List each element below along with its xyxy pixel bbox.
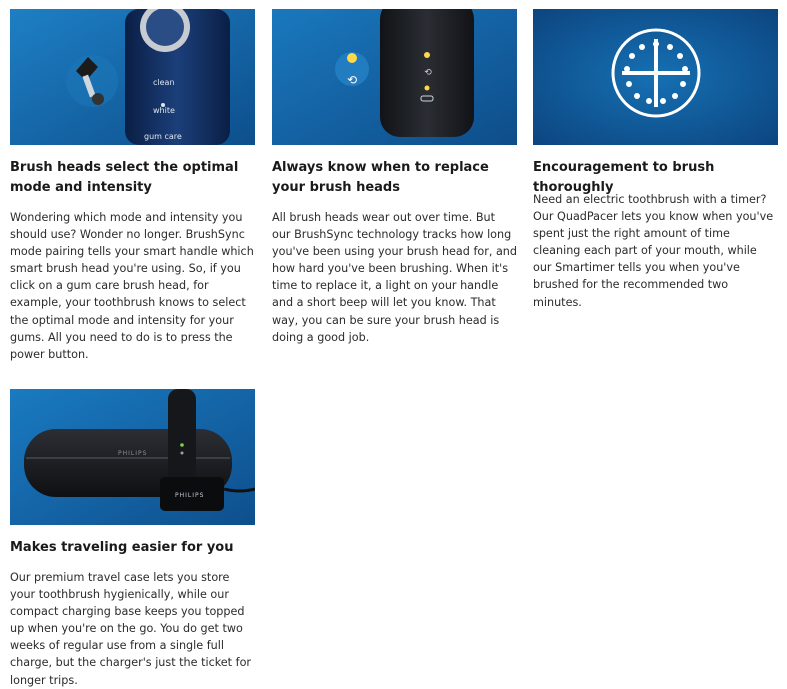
svg-text:⟲: ⟲ (346, 73, 358, 87)
svg-text:⟲: ⟲ (424, 68, 432, 78)
white-label: white (153, 106, 175, 115)
case-brand-label: PHILIPS (118, 450, 148, 457)
gum-care-label: gum care (144, 132, 182, 141)
travel-case-illustration (10, 389, 255, 525)
quadpacer-image (533, 9, 778, 145)
feature-title: Brush heads select the optimal mode and intensity (10, 160, 239, 195)
feature-card-travel (10, 389, 255, 687)
feature-title: Makes traveling easier for you (10, 540, 234, 555)
replace-reminder-illustration (272, 9, 517, 145)
quadpacer-icon (613, 30, 699, 116)
feature-card-brush-thoroughly (533, 9, 778, 349)
clean-label: clean (153, 78, 175, 87)
brush-mode-image (10, 9, 255, 145)
feature-title: Always know when to replace your brush heads (272, 160, 489, 195)
feature-description: Wondering which mode and intensity you should use? Wonder no longer. BrushSync mode pairing tells your smart handle which smart brush head you're using. So, if you click on a gum care brush head, for example, your toothbrush knows to select the optimal mode and intensity for your gums. All you need to do is to press the power button. (10, 211, 254, 361)
replace-reminder-image (272, 9, 517, 145)
travel-case-image (10, 389, 255, 525)
feature-description: All brush heads wear out over time. But our BrushSync technology tracks how long you've been using your brush head for, and how hard you've been brushing. When it's time to replace it, a light on your handle and a short beep will let you know. That way, you can be sure your brush head is doing a good job. (272, 211, 517, 344)
feature-card-mode-intensity (10, 9, 255, 361)
feature-description: Need an electric toothbrush with a timer? Our QuadPacer lets you know when you've spent just the right amount of time cleaning each part of your mouth, while our Smartimer tells you when you've brushed for the recommended two minutes. (533, 193, 774, 309)
brush-mode-illustration (10, 9, 255, 145)
base-brand-label: PHILIPS (175, 492, 205, 499)
brush-head-icon (66, 55, 118, 107)
feature-description: Our premium travel case lets you store your toothbrush hygienically, while our compact charging base keeps you topped up when you're on the go. You do get two weeks of regular use from a single full charge, but the charger's just the ticket for longer trips. (10, 571, 252, 687)
quadpacer-illustration (533, 9, 778, 145)
feature-title: Encouragement to brush thoroughly (533, 160, 715, 195)
feature-card-replace-heads (272, 9, 517, 349)
